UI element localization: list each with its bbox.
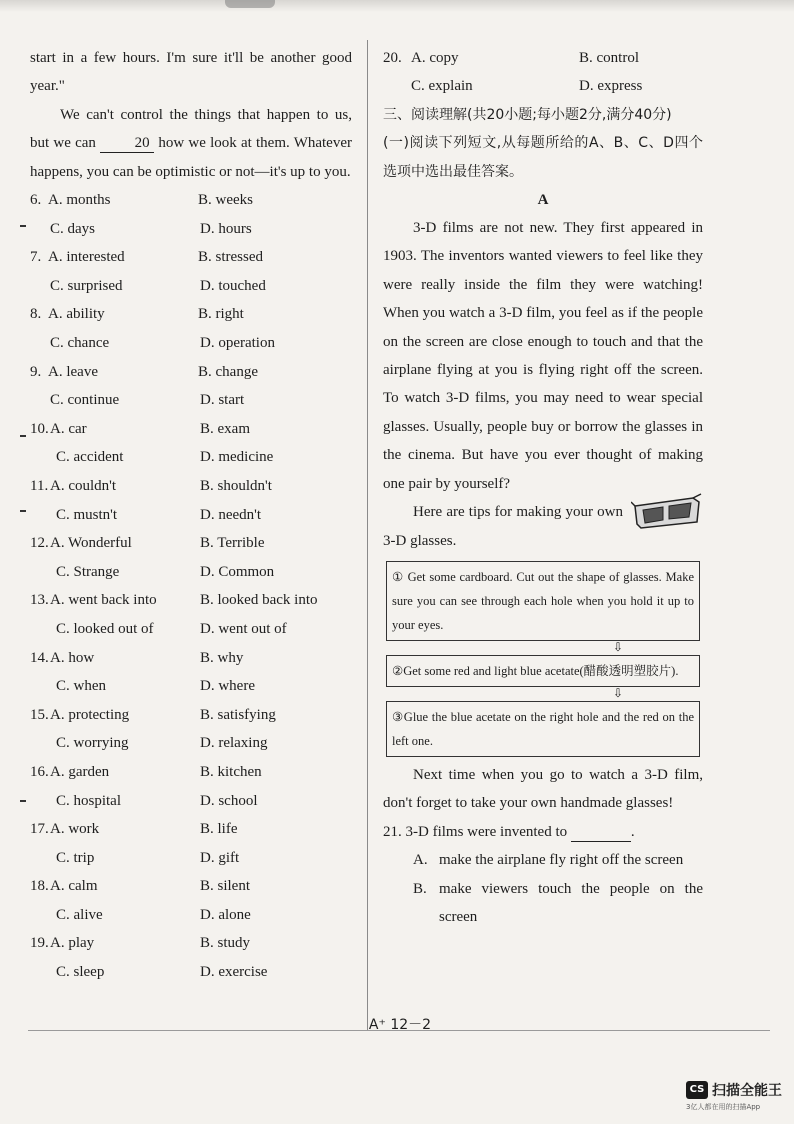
question-number: 7. bbox=[30, 249, 42, 266]
passage-paragraph bbox=[30, 101, 352, 186]
camscanner-logo-icon: CS bbox=[686, 1081, 708, 1099]
blank-20: 20 bbox=[100, 134, 154, 153]
question-row bbox=[30, 443, 352, 472]
option-c: C. mustn't bbox=[56, 506, 118, 523]
watermark-name: 扫描全能王 bbox=[712, 1083, 782, 1099]
option-d: D. hours bbox=[200, 220, 252, 237]
option-a: A. play bbox=[50, 935, 95, 952]
right-column bbox=[383, 44, 703, 931]
option-c: C. hospital bbox=[56, 792, 122, 809]
option-a: A. car bbox=[50, 420, 87, 437]
question-row bbox=[30, 815, 352, 844]
option-c: C. trip bbox=[56, 849, 95, 866]
question-number: 18. bbox=[30, 878, 49, 895]
question-row bbox=[30, 529, 352, 558]
question-number: 6. bbox=[30, 192, 42, 209]
watermark-slogan: 3亿人都在用的扫描App bbox=[686, 1103, 761, 1111]
scan-mark bbox=[20, 435, 26, 437]
option-d: D. where bbox=[200, 678, 255, 695]
choice-b-label: B. bbox=[413, 880, 427, 897]
option-d: D. medicine bbox=[200, 449, 274, 466]
option-d: D. gift bbox=[200, 849, 240, 866]
passage-text-after-blank: how we look at them. Whatever happens, you can be optimistic or not—it's up to you. bbox=[30, 135, 352, 180]
question-number: 9. bbox=[30, 363, 42, 380]
option-a: A. went back into bbox=[50, 592, 157, 609]
question-21-end: . bbox=[630, 823, 635, 840]
choice-a-text: make the airplane fly right off the screen bbox=[439, 852, 684, 869]
choice-a-label: A. bbox=[413, 852, 428, 869]
question-21-choices bbox=[383, 846, 703, 931]
scan-mark bbox=[20, 510, 26, 512]
question-row bbox=[30, 929, 352, 958]
option-b: B. stressed bbox=[198, 249, 263, 266]
option-a: A. protecting bbox=[50, 706, 130, 723]
section-instructions: (一)阅读下列短文,从每题所给的A、B、C、D四个选项中选出最佳答案。 bbox=[383, 135, 703, 180]
question-number: 14. bbox=[30, 649, 49, 666]
option-a: A. interested bbox=[48, 249, 125, 266]
scanner-watermark bbox=[686, 1080, 782, 1100]
option-a: A. months bbox=[48, 192, 111, 209]
option-c: C. continue bbox=[50, 392, 120, 409]
option-a: A. work bbox=[50, 821, 100, 838]
down-arrow-icon: ⇩ bbox=[612, 685, 624, 700]
option-a: A. ability bbox=[48, 306, 105, 323]
option-d: D. touched bbox=[200, 277, 266, 294]
question-row bbox=[30, 186, 352, 215]
passage-paragraph-3: Next time when you go to watch a 3-D film, don't forget to take your own handmade glasses! bbox=[383, 766, 703, 812]
option-b: B. control bbox=[579, 50, 639, 66]
question-number: 11. bbox=[30, 477, 49, 494]
question-row bbox=[30, 586, 352, 615]
question-row bbox=[30, 901, 352, 930]
option-d: D. went out of bbox=[200, 620, 287, 637]
column-divider bbox=[367, 40, 368, 1030]
passage-text-before-blank: We can't control the things that happen to us, but we can bbox=[30, 106, 352, 152]
question-row bbox=[30, 501, 352, 530]
down-arrow-icon: ⇩ bbox=[612, 639, 624, 654]
question-number: 12. bbox=[30, 535, 49, 552]
option-b: B. right bbox=[198, 306, 244, 323]
scan-top-edge bbox=[0, 0, 794, 12]
question-row bbox=[30, 672, 352, 701]
option-d: D. start bbox=[200, 392, 245, 409]
option-b: B. silent bbox=[200, 878, 251, 895]
question-21-stem bbox=[383, 818, 703, 846]
step-box-3: ③Glue the blue acetate on the right hole and the red on the left one. bbox=[386, 701, 700, 757]
question-row bbox=[30, 787, 352, 816]
section-heading: 三、阅读理解(共20小题;每小题2分,满分40分) bbox=[383, 106, 672, 123]
question-number: 20. bbox=[383, 50, 402, 66]
choice-b-text: make viewers touch the people on the screen bbox=[439, 880, 703, 925]
option-b: B. life bbox=[200, 821, 238, 838]
question-row bbox=[30, 558, 352, 587]
option-c: C. surprised bbox=[50, 277, 123, 294]
option-c: C. explain bbox=[411, 78, 473, 95]
question-list bbox=[30, 186, 352, 987]
question-number: 17. bbox=[30, 821, 49, 838]
option-b: B. exam bbox=[200, 420, 250, 437]
question-row bbox=[30, 300, 352, 329]
option-b: B. kitchen bbox=[200, 763, 262, 780]
option-c: C. Strange bbox=[56, 563, 120, 580]
option-a: A. garden bbox=[50, 763, 110, 780]
option-d: D. Common bbox=[200, 563, 275, 580]
question-row bbox=[30, 644, 352, 673]
option-a: A. Wonderful bbox=[50, 535, 132, 552]
option-d: D. operation bbox=[200, 335, 275, 351]
question-row bbox=[30, 329, 352, 358]
option-d: D. exercise bbox=[200, 964, 268, 981]
question-row bbox=[30, 872, 352, 901]
option-d: D. school bbox=[200, 792, 258, 809]
page-number: A⁺ 12－2 bbox=[368, 1017, 432, 1033]
option-c: C. days bbox=[50, 220, 95, 237]
scan-blot bbox=[225, 0, 275, 8]
3d-glasses-icon bbox=[631, 492, 703, 532]
question-row bbox=[30, 472, 352, 501]
question-20-row1 bbox=[383, 44, 703, 72]
passage-paragraph-2: Here are tips for making your own 3-D glasses. bbox=[383, 504, 623, 549]
option-d: D. express bbox=[579, 78, 643, 95]
question-row bbox=[30, 844, 352, 873]
question-row bbox=[30, 729, 352, 758]
choice-b bbox=[383, 875, 703, 932]
option-b: B. Terrible bbox=[200, 535, 265, 552]
step-box-2: ②Get some red and light blue acetate(醋酸透明塑胶片). bbox=[386, 655, 700, 687]
option-d: D. alone bbox=[200, 906, 251, 923]
option-a: A. how bbox=[50, 649, 95, 666]
question-20-row2 bbox=[383, 72, 703, 100]
scan-mark bbox=[20, 225, 26, 227]
option-c: C. when bbox=[56, 678, 106, 695]
answer-blank bbox=[571, 823, 631, 842]
question-row bbox=[30, 701, 352, 730]
question-row bbox=[30, 758, 352, 787]
question-row bbox=[30, 272, 352, 301]
question-row bbox=[30, 215, 352, 244]
tips-intro-row bbox=[383, 498, 703, 555]
scan-mark bbox=[20, 800, 26, 802]
option-d: D. relaxing bbox=[200, 735, 268, 752]
step-box-1: ① Get some cardboard. Cut out the shape of glasses. Make sure you can see through each hole when you hold it up to your eyes. bbox=[386, 561, 700, 641]
option-b: B. weeks bbox=[198, 192, 253, 209]
passage-continuation: start in a few hours. I'm sure it'll be another good year." bbox=[30, 50, 352, 95]
option-a: A. couldn't bbox=[50, 477, 117, 494]
question-21-text: 21. 3-D films were invented to bbox=[383, 823, 568, 840]
option-c: C. accident bbox=[56, 449, 124, 466]
question-number: 8. bbox=[30, 306, 42, 323]
option-c: C. sleep bbox=[56, 964, 105, 981]
question-row bbox=[30, 358, 352, 387]
question-row bbox=[30, 615, 352, 644]
option-d: D. needn't bbox=[200, 506, 262, 523]
question-row bbox=[30, 415, 352, 444]
question-row bbox=[30, 386, 352, 415]
passage-title: A bbox=[537, 192, 549, 209]
question-number: 15. bbox=[30, 706, 49, 723]
passage-paragraph-1: 3-D films are not new. They first appeared in 1903. The inventors wanted viewers to feel like they were really inside the film they were watching! When you watch a 3-D film, you feel as if the people on the screen are close enough to touch and that the airplane flying at you is flying right off the screen. To watch 3-D films, you may need to wear special glasses. Usually, people buy or borrow the glasses in the cinema. But have you ever thought of making one pair by yourself? bbox=[383, 220, 703, 492]
option-c: C. chance bbox=[50, 335, 110, 351]
option-c: C. looked out of bbox=[56, 620, 154, 637]
question-number: 10. bbox=[30, 420, 49, 437]
question-number: 16. bbox=[30, 763, 49, 780]
option-b: B. change bbox=[198, 363, 258, 380]
option-c: C. worrying bbox=[56, 735, 129, 752]
option-b: B. shouldn't bbox=[200, 477, 272, 494]
left-column bbox=[30, 44, 352, 987]
option-a: A. copy bbox=[411, 50, 459, 66]
option-c: C. alive bbox=[56, 906, 103, 923]
question-number: 13. bbox=[30, 592, 49, 609]
question-row bbox=[30, 958, 352, 987]
option-b: B. study bbox=[200, 935, 251, 952]
question-row bbox=[30, 243, 352, 272]
option-b: B. looked back into bbox=[200, 592, 318, 609]
option-b: B. why bbox=[200, 649, 244, 666]
option-b: B. satisfying bbox=[200, 706, 276, 723]
question-number: 19. bbox=[30, 935, 49, 952]
option-a: A. leave bbox=[48, 363, 98, 380]
option-a: A. calm bbox=[50, 878, 98, 895]
choice-a bbox=[383, 846, 703, 874]
